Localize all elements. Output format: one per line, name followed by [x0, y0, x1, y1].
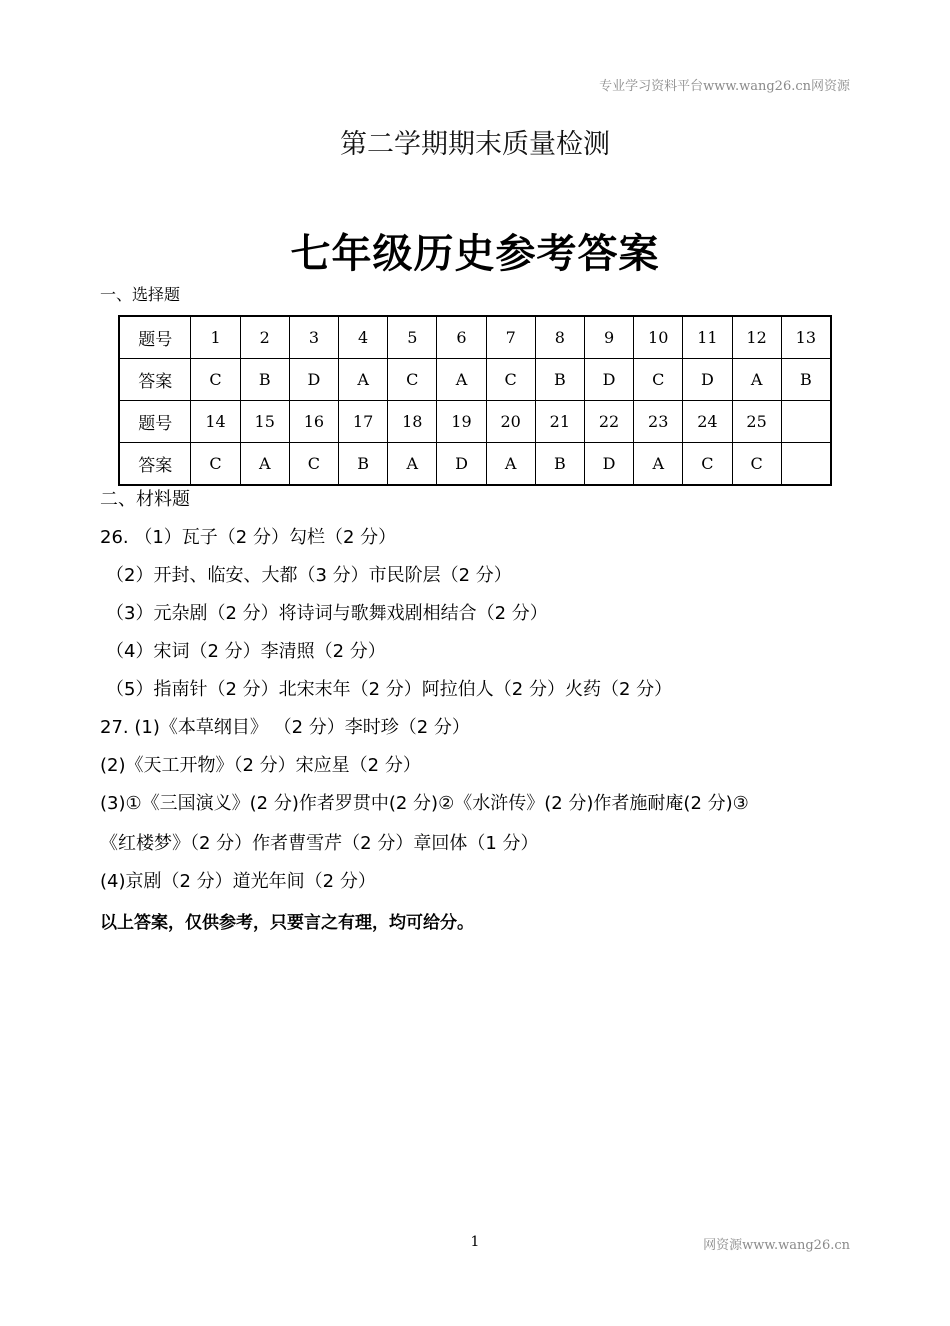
question-number-cell: 4 — [339, 316, 388, 359]
question-number-cell: 5 — [388, 316, 437, 359]
answer-cell: C — [388, 359, 437, 401]
question-number-cell: 20 — [486, 401, 535, 443]
question-number-cell: 24 — [683, 401, 732, 443]
answer-cell: B — [240, 359, 289, 401]
answer-cell: A — [437, 359, 486, 401]
header-watermark: 专业学习资料平台www.wang26.cn网资源 — [599, 79, 850, 94]
answer-line: 《红楼梦》（2 分）作者曹雪芹（2 分）章回体（1 分） — [100, 833, 539, 854]
question-number-cell: 16 — [289, 401, 338, 443]
answer-cell: C — [732, 443, 781, 486]
answer-cell: A — [732, 359, 781, 401]
question-number-cell: 22 — [584, 401, 633, 443]
answer-cell: C — [191, 443, 240, 486]
answer-cell: B — [535, 359, 584, 401]
question-number-cell: 6 — [437, 316, 486, 359]
answer-line: (4)京剧（2 分）道光年间（2 分） — [100, 871, 376, 892]
answer-line: (3)①《三国演义》(2 分)作者罗贯中(2 分)②《水浒传》(2 分)作者施耐庵(2 分)③ — [100, 793, 749, 814]
answer-cell: A — [388, 443, 437, 486]
question-number-cell: 15 — [240, 401, 289, 443]
answer-cell: B — [339, 443, 388, 486]
exam-title: 第二学期期末质量检测 — [340, 129, 610, 160]
question-number-cell: 18 — [388, 401, 437, 443]
question-number-row — [119, 401, 831, 443]
question-number-row — [119, 316, 831, 359]
answer-line: （3）元杂剧（2 分）将诗词与歌舞戏剧相结合（2 分） — [106, 603, 548, 624]
disclaimer-note: 以上答案，仅供参考，只要言之有理，均可给分。 — [100, 913, 474, 933]
question-number-cell: 11 — [683, 316, 732, 359]
question-number-cell: 8 — [535, 316, 584, 359]
question-number-cell: 7 — [486, 316, 535, 359]
answer-cell: A — [240, 443, 289, 486]
answer-line: (2)《天工开物》（2 分）宋应星（2 分） — [100, 755, 421, 776]
row-label: 答案 — [119, 359, 191, 401]
answer-cell: A — [634, 443, 683, 486]
section-heading-material: 二、材料题 — [100, 489, 190, 510]
answer-line: 27. (1)《本草纲目》 （2 分）李时珍（2 分） — [100, 717, 470, 738]
answer-cell: B — [535, 443, 584, 486]
answer-cell: D — [289, 359, 338, 401]
answer-cell: D — [683, 359, 732, 401]
answer-cell: B — [781, 359, 831, 401]
answer-line: （5）指南针（2 分）北宋末年（2 分）阿拉伯人（2 分）火药（2 分） — [106, 679, 673, 700]
question-number-cell: 19 — [437, 401, 486, 443]
answer-cell: D — [584, 443, 633, 486]
section-heading-choice: 一、选择题 — [100, 285, 181, 304]
row-label: 答案 — [119, 443, 191, 486]
material-section — [100, 488, 860, 933]
answer-cell: C — [191, 359, 240, 401]
answer-cell: D — [437, 443, 486, 486]
question-number-cell: 21 — [535, 401, 584, 443]
row-label: 题号 — [119, 316, 191, 359]
answer-line: （4）宋词（2 分）李清照（2 分） — [106, 641, 386, 662]
question-number-cell: 12 — [732, 316, 781, 359]
answer-cell — [781, 443, 831, 486]
question-number-cell — [781, 401, 831, 443]
question-number-cell: 2 — [240, 316, 289, 359]
page-number: 1 — [470, 1234, 480, 1250]
question-number-cell: 23 — [634, 401, 683, 443]
answer-line: （2）开封、临安、大都（3 分）市民阶层（2 分） — [106, 565, 512, 586]
answer-cell: C — [683, 443, 732, 486]
answer-line: 26. （1）瓦子（2 分）勾栏（2 分） — [100, 527, 397, 548]
question-number-cell: 25 — [732, 401, 781, 443]
answer-cell: C — [486, 359, 535, 401]
question-number-cell: 10 — [634, 316, 683, 359]
answer-row — [119, 359, 831, 401]
answer-cell: C — [634, 359, 683, 401]
answer-table — [118, 315, 832, 486]
answer-row — [119, 443, 831, 486]
question-number-cell: 9 — [584, 316, 633, 359]
question-number-cell: 13 — [781, 316, 831, 359]
answer-cell: A — [339, 359, 388, 401]
footer-watermark: 网资源www.wang26.cn — [703, 1238, 850, 1253]
main-title: 七年级历史参考答案 — [290, 230, 660, 277]
question-number-cell: 1 — [191, 316, 240, 359]
question-number-cell: 14 — [191, 401, 240, 443]
row-label: 题号 — [119, 401, 191, 443]
question-number-cell: 3 — [289, 316, 338, 359]
question-number-cell: 17 — [339, 401, 388, 443]
answer-cell: D — [584, 359, 633, 401]
answer-cell: C — [289, 443, 338, 486]
answer-cell: A — [486, 443, 535, 486]
